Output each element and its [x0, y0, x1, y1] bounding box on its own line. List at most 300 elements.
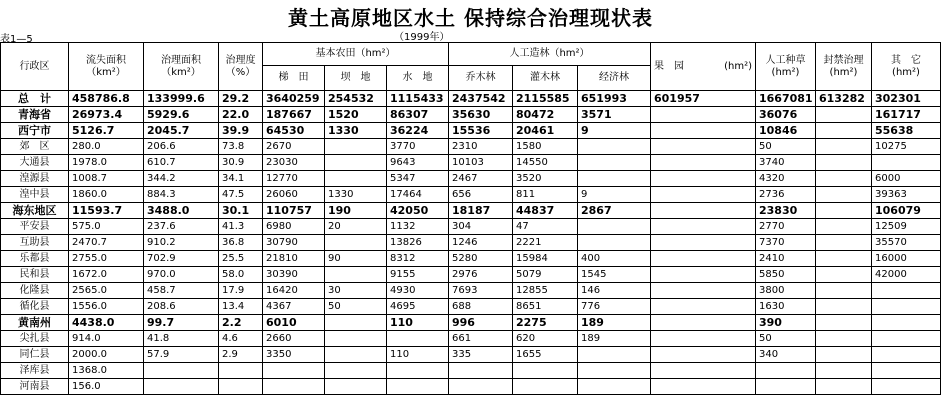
value-cell — [325, 139, 387, 155]
value-cell: 8312 — [387, 251, 449, 267]
value-cell: 2867 — [578, 203, 651, 219]
value-cell: 20 — [325, 219, 387, 235]
value-cell — [578, 347, 651, 363]
value-cell: 29.2 — [219, 91, 263, 107]
value-cell: 64530 — [263, 123, 325, 139]
value-cell: 400 — [578, 251, 651, 267]
value-cell — [816, 299, 872, 315]
value-cell: 3770 — [387, 139, 449, 155]
value-cell: 914.0 — [69, 331, 144, 347]
value-cell — [325, 347, 387, 363]
value-cell: 30.1 — [219, 203, 263, 219]
value-cell: 133999.6 — [144, 91, 219, 107]
value-cell: 146 — [578, 283, 651, 299]
value-cell: 656 — [449, 187, 513, 203]
value-cell: 1556.0 — [69, 299, 144, 315]
value-cell — [387, 331, 449, 347]
value-cell: 12509 — [872, 219, 941, 235]
value-cell: 10103 — [449, 155, 513, 171]
value-cell: 390 — [756, 315, 816, 331]
region-cell: 化隆县 — [1, 283, 69, 299]
value-cell — [816, 187, 872, 203]
value-cell: 47 — [513, 219, 578, 235]
value-cell: 2045.7 — [144, 123, 219, 139]
value-cell: 884.3 — [144, 187, 219, 203]
value-cell — [872, 299, 941, 315]
region-cell: 青海省 — [1, 107, 69, 123]
value-cell — [325, 315, 387, 331]
value-cell — [872, 347, 941, 363]
value-cell: 458786.8 — [69, 91, 144, 107]
value-cell — [325, 171, 387, 187]
value-cell — [651, 363, 756, 379]
table-row — [1, 267, 941, 283]
value-cell: 1860.0 — [69, 187, 144, 203]
value-cell: 1330 — [325, 123, 387, 139]
value-cell: 42050 — [387, 203, 449, 219]
table-row — [1, 331, 941, 347]
value-cell: 304 — [449, 219, 513, 235]
value-cell: 613282 — [816, 91, 872, 107]
region-cell: 同仁县 — [1, 347, 69, 363]
value-cell: 970.0 — [144, 267, 219, 283]
value-cell — [816, 139, 872, 155]
value-cell: 4367 — [263, 299, 325, 315]
value-cell: 208.6 — [144, 299, 219, 315]
value-cell: 1655 — [513, 347, 578, 363]
value-cell: 36076 — [756, 107, 816, 123]
value-cell — [651, 331, 756, 347]
value-cell: 44837 — [513, 203, 578, 219]
value-cell: 15536 — [449, 123, 513, 139]
table-row — [1, 123, 941, 139]
value-cell: 335 — [449, 347, 513, 363]
value-cell — [816, 283, 872, 299]
value-cell: 4.6 — [219, 331, 263, 347]
value-cell — [872, 283, 941, 299]
value-cell: 2437542 — [449, 91, 513, 107]
value-cell — [651, 107, 756, 123]
value-cell: 996 — [449, 315, 513, 331]
value-cell — [325, 155, 387, 171]
value-cell: 16000 — [872, 251, 941, 267]
table-number: 表1—5 — [0, 34, 33, 45]
value-cell: 190 — [325, 203, 387, 219]
table-row — [1, 251, 941, 267]
value-cell — [578, 219, 651, 235]
value-cell: 187667 — [263, 107, 325, 123]
value-cell — [816, 363, 872, 379]
value-cell: 189 — [578, 331, 651, 347]
table-row — [1, 203, 941, 219]
region-cell: 尖扎县 — [1, 331, 69, 347]
value-cell — [578, 171, 651, 187]
table-row — [1, 187, 941, 203]
value-cell: 340 — [756, 347, 816, 363]
value-cell: 2310 — [449, 139, 513, 155]
value-cell: 39.9 — [219, 123, 263, 139]
value-cell — [578, 139, 651, 155]
header-basic-farmland: 基本农田（hm²） — [263, 43, 449, 66]
value-cell: 22.0 — [219, 107, 263, 123]
value-cell: 17.9 — [219, 283, 263, 299]
value-cell: 1330 — [325, 187, 387, 203]
value-cell — [513, 379, 578, 395]
value-cell: 575.0 — [69, 219, 144, 235]
value-cell: 620 — [513, 331, 578, 347]
region-cell: 民和县 — [1, 267, 69, 283]
value-cell — [816, 155, 872, 171]
table-row — [1, 347, 941, 363]
value-cell: 1978.0 — [69, 155, 144, 171]
value-cell — [651, 171, 756, 187]
value-cell: 25.5 — [219, 251, 263, 267]
value-cell: 35570 — [872, 235, 941, 251]
table-row — [1, 91, 941, 107]
value-cell: 1667081 — [756, 91, 816, 107]
value-cell: 5850 — [756, 267, 816, 283]
value-cell — [651, 315, 756, 331]
value-cell: 41.8 — [144, 331, 219, 347]
value-cell: 99.7 — [144, 315, 219, 331]
value-cell: 50 — [756, 139, 816, 155]
value-cell — [219, 363, 263, 379]
value-cell — [651, 267, 756, 283]
region-cell: 大通县 — [1, 155, 69, 171]
value-cell: 3520 — [513, 171, 578, 187]
header-degree: 治理度 （%） — [219, 43, 263, 91]
value-cell — [325, 235, 387, 251]
value-cell: 344.2 — [144, 171, 219, 187]
header-terrace: 梯 田 — [263, 66, 325, 91]
header-loss-area: 流失面积 （km²） — [69, 43, 144, 91]
value-cell: 1545 — [578, 267, 651, 283]
value-cell: 2470.7 — [69, 235, 144, 251]
value-cell — [578, 155, 651, 171]
region-cell: 乐都县 — [1, 251, 69, 267]
value-cell: 1008.7 — [69, 171, 144, 187]
value-cell: 9 — [578, 123, 651, 139]
value-cell: 1132 — [387, 219, 449, 235]
value-cell: 156.0 — [69, 379, 144, 395]
value-cell — [651, 219, 756, 235]
value-cell — [651, 235, 756, 251]
value-cell — [263, 363, 325, 379]
value-cell — [651, 379, 756, 395]
table-row — [1, 219, 941, 235]
value-cell: 36.8 — [219, 235, 263, 251]
value-cell — [325, 379, 387, 395]
value-cell: 302301 — [872, 91, 941, 107]
value-cell: 110 — [387, 347, 449, 363]
value-cell — [144, 379, 219, 395]
value-cell: 3800 — [756, 283, 816, 299]
header-region: 行政区 — [1, 43, 69, 91]
value-cell: 280.0 — [69, 139, 144, 155]
value-cell: 2115585 — [513, 91, 578, 107]
value-cell: 3640259 — [263, 91, 325, 107]
value-cell: 3488.0 — [144, 203, 219, 219]
header-grass: 人工种草 (hm²) — [756, 43, 816, 91]
value-cell — [816, 379, 872, 395]
soil-conservation-table — [0, 42, 941, 395]
value-cell: 86307 — [387, 107, 449, 123]
value-cell: 110 — [387, 315, 449, 331]
value-cell — [144, 363, 219, 379]
value-cell — [651, 283, 756, 299]
value-cell — [651, 123, 756, 139]
value-cell: 50 — [756, 331, 816, 347]
region-cell: 互助县 — [1, 235, 69, 251]
value-cell — [651, 347, 756, 363]
header-other: 其 它 (hm²) — [872, 43, 941, 91]
region-cell: 西宁市 — [1, 123, 69, 139]
value-cell: 2976 — [449, 267, 513, 283]
region-cell: 湟源县 — [1, 171, 69, 187]
value-cell: 2467 — [449, 171, 513, 187]
value-cell: 2.9 — [219, 347, 263, 363]
value-cell: 2410 — [756, 251, 816, 267]
value-cell: 5929.6 — [144, 107, 219, 123]
header-shrub-forest: 灌木林 — [513, 66, 578, 91]
region-cell: 湟中县 — [1, 187, 69, 203]
region-cell: 河南县 — [1, 379, 69, 395]
value-cell: 1115433 — [387, 91, 449, 107]
value-cell: 2770 — [756, 219, 816, 235]
value-cell: 14550 — [513, 155, 578, 171]
value-cell — [578, 235, 651, 251]
value-cell: 2.2 — [219, 315, 263, 331]
value-cell: 15984 — [513, 251, 578, 267]
value-cell: 12855 — [513, 283, 578, 299]
value-cell: 26973.4 — [69, 107, 144, 123]
value-cell — [325, 363, 387, 379]
table-row — [1, 171, 941, 187]
value-cell: 702.9 — [144, 251, 219, 267]
value-cell: 17464 — [387, 187, 449, 203]
value-cell: 776 — [578, 299, 651, 315]
value-cell: 13826 — [387, 235, 449, 251]
value-cell: 2275 — [513, 315, 578, 331]
table-year: （1999年） — [394, 32, 450, 43]
value-cell: 6980 — [263, 219, 325, 235]
region-cell: 平安县 — [1, 219, 69, 235]
value-cell — [816, 107, 872, 123]
value-cell: 4320 — [756, 171, 816, 187]
value-cell: 23030 — [263, 155, 325, 171]
value-cell: 10275 — [872, 139, 941, 155]
value-cell: 3740 — [756, 155, 816, 171]
value-cell: 110757 — [263, 203, 325, 219]
value-cell — [756, 379, 816, 395]
value-cell — [816, 267, 872, 283]
value-cell — [816, 315, 872, 331]
value-cell — [651, 203, 756, 219]
value-cell — [513, 363, 578, 379]
value-cell: 458.7 — [144, 283, 219, 299]
value-cell — [816, 331, 872, 347]
value-cell: 1246 — [449, 235, 513, 251]
value-cell: 651993 — [578, 91, 651, 107]
value-cell: 36224 — [387, 123, 449, 139]
value-cell: 601957 — [651, 91, 756, 107]
value-cell: 1580 — [513, 139, 578, 155]
value-cell: 50 — [325, 299, 387, 315]
region-cell: 循化县 — [1, 299, 69, 315]
value-cell: 8651 — [513, 299, 578, 315]
value-cell: 3571 — [578, 107, 651, 123]
value-cell: 1672.0 — [69, 267, 144, 283]
value-cell: 55638 — [872, 123, 941, 139]
value-cell: 4695 — [387, 299, 449, 315]
value-cell — [872, 379, 941, 395]
table-row — [1, 379, 941, 395]
value-cell — [651, 155, 756, 171]
value-cell: 6010 — [263, 315, 325, 331]
value-cell: 16420 — [263, 283, 325, 299]
table-row — [1, 107, 941, 123]
value-cell: 910.2 — [144, 235, 219, 251]
header-treated-area: 治理面积 （km²） — [144, 43, 219, 91]
value-cell — [816, 219, 872, 235]
value-cell — [578, 379, 651, 395]
value-cell: 811 — [513, 187, 578, 203]
header-orchard: 果 园 (hm²) — [651, 43, 756, 91]
value-cell: 2660 — [263, 331, 325, 347]
value-cell: 90 — [325, 251, 387, 267]
region-cell: 郊 区 — [1, 139, 69, 155]
value-cell — [325, 331, 387, 347]
table-row — [1, 155, 941, 171]
value-cell — [816, 251, 872, 267]
value-cell: 13.4 — [219, 299, 263, 315]
value-cell: 9643 — [387, 155, 449, 171]
value-cell: 2670 — [263, 139, 325, 155]
value-cell: 73.8 — [219, 139, 263, 155]
value-cell: 610.7 — [144, 155, 219, 171]
value-cell — [816, 171, 872, 187]
value-cell: 7693 — [449, 283, 513, 299]
table-row — [1, 299, 941, 315]
value-cell: 30.9 — [219, 155, 263, 171]
value-cell: 6000 — [872, 171, 941, 187]
value-cell: 35630 — [449, 107, 513, 123]
region-cell: 海东地区 — [1, 203, 69, 219]
value-cell: 5347 — [387, 171, 449, 187]
value-cell: 30390 — [263, 267, 325, 283]
region-cell: 泽库县 — [1, 363, 69, 379]
header-economic-forest: 经济林 — [578, 66, 651, 91]
value-cell: 237.6 — [144, 219, 219, 235]
value-cell: 661 — [449, 331, 513, 347]
region-cell: 黄南州 — [1, 315, 69, 331]
value-cell: 23830 — [756, 203, 816, 219]
value-cell — [263, 379, 325, 395]
value-cell: 5126.7 — [69, 123, 144, 139]
header-tree-forest: 乔木林 — [449, 66, 513, 91]
value-cell: 2565.0 — [69, 283, 144, 299]
value-cell — [651, 139, 756, 155]
table-row — [1, 139, 941, 155]
value-cell: 42000 — [872, 267, 941, 283]
value-cell: 39363 — [872, 187, 941, 203]
value-cell: 12770 — [263, 171, 325, 187]
value-cell: 9155 — [387, 267, 449, 283]
value-cell: 254532 — [325, 91, 387, 107]
header-irrigated: 水 地 — [387, 66, 449, 91]
value-cell: 26060 — [263, 187, 325, 203]
table-row — [1, 315, 941, 331]
value-cell: 5079 — [513, 267, 578, 283]
value-cell: 30 — [325, 283, 387, 299]
value-cell: 34.1 — [219, 171, 263, 187]
value-cell — [449, 363, 513, 379]
table-row — [1, 363, 941, 379]
value-cell — [872, 155, 941, 171]
value-cell — [387, 379, 449, 395]
value-cell — [872, 363, 941, 379]
value-cell: 30790 — [263, 235, 325, 251]
value-cell: 57.9 — [144, 347, 219, 363]
value-cell: 10846 — [756, 123, 816, 139]
value-cell: 2755.0 — [69, 251, 144, 267]
value-cell: 47.5 — [219, 187, 263, 203]
value-cell — [816, 123, 872, 139]
value-cell: 9 — [578, 187, 651, 203]
value-cell — [872, 315, 941, 331]
table-title: 黄土高原地区水土 保持综合治理现状表 — [288, 6, 653, 30]
value-cell: 80472 — [513, 107, 578, 123]
value-cell: 3350 — [263, 347, 325, 363]
value-cell — [449, 379, 513, 395]
value-cell — [756, 363, 816, 379]
value-cell — [816, 347, 872, 363]
value-cell: 20461 — [513, 123, 578, 139]
value-cell: 4438.0 — [69, 315, 144, 331]
region-cell: 总 计 — [1, 91, 69, 107]
value-cell: 1630 — [756, 299, 816, 315]
value-cell: 106079 — [872, 203, 941, 219]
value-cell: 2000.0 — [69, 347, 144, 363]
value-cell: 2736 — [756, 187, 816, 203]
value-cell: 18187 — [449, 203, 513, 219]
value-cell — [387, 363, 449, 379]
value-cell — [578, 363, 651, 379]
value-cell: 1520 — [325, 107, 387, 123]
value-cell: 2221 — [513, 235, 578, 251]
value-cell — [219, 379, 263, 395]
value-cell: 58.0 — [219, 267, 263, 283]
value-cell: 189 — [578, 315, 651, 331]
value-cell — [325, 267, 387, 283]
value-cell — [651, 251, 756, 267]
value-cell — [872, 331, 941, 347]
value-cell: 206.6 — [144, 139, 219, 155]
value-cell: 688 — [449, 299, 513, 315]
value-cell: 5280 — [449, 251, 513, 267]
value-cell: 7370 — [756, 235, 816, 251]
value-cell — [816, 203, 872, 219]
value-cell: 1368.0 — [69, 363, 144, 379]
value-cell: 21810 — [263, 251, 325, 267]
table-row — [1, 235, 941, 251]
header-afforestation: 人工造林（hm²） — [449, 43, 651, 66]
value-cell — [651, 299, 756, 315]
value-cell: 4930 — [387, 283, 449, 299]
value-cell — [816, 235, 872, 251]
value-cell: 41.3 — [219, 219, 263, 235]
header-dam-land: 坝 地 — [325, 66, 387, 91]
